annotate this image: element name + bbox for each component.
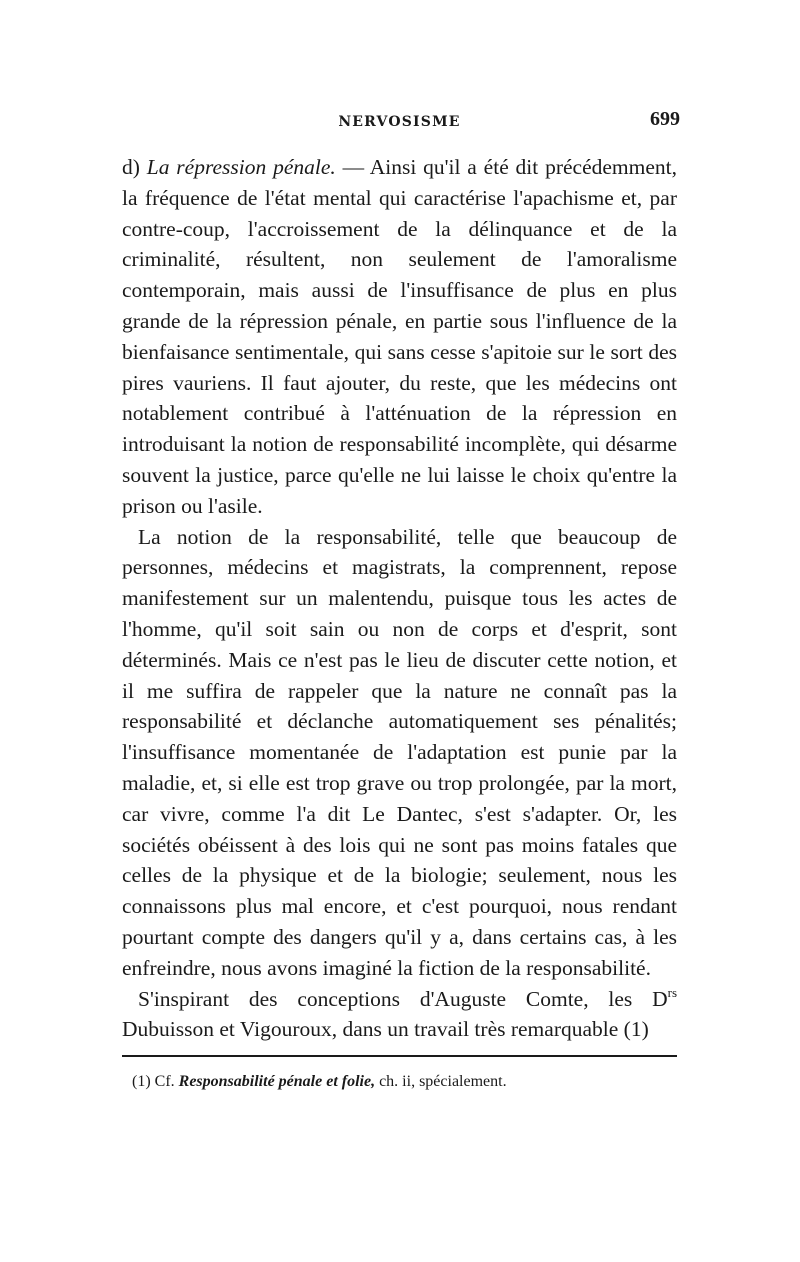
footnote-rest: ch. ii, spécialement. <box>375 1073 507 1091</box>
superscript: rs <box>667 984 677 1000</box>
section-label: d) <box>122 155 140 179</box>
footnote-title: Responsabilité pénale et folie, <box>178 1073 376 1091</box>
paragraph-text: Dubuisson et Vigouroux, dans un travail très remarquable (1) <box>122 1017 649 1042</box>
section-title: La répression pénale. <box>146 155 336 179</box>
paragraph-text: — Ainsi qu'il a été dit précédemment, la fréquence de l'état mental qui caractérise l'apachisme et, par contre-coup, l'accroissement de la délinquance et de la criminalité, résultent, non seulement de l'amoralisme contemporain, mais aussi de l'insuffisance de plus en plus grande de la répression pénale, en partie sous l'influence de la bienfaisance sentimentale, qui sans cesse s'apitoie sur le sort des pires vauriens. Il faut ajouter, du reste, que les médecins ont notablement contribué à l'atténuation de la répression en introduisant la notion de responsabilité incomplète, qui désarme souvent la justice, parce qu'elle ne lui laisse le choix qu'entre la prison ou l'asile. <box>122 155 677 518</box>
book-page <box>122 108 680 1093</box>
page-number: 699 <box>650 108 680 130</box>
running-title: NERVOSISME <box>338 114 461 130</box>
paragraph <box>122 152 677 522</box>
paragraph-text: S'inspirant des conceptions d'Auguste Comte, les D <box>138 986 668 1011</box>
paragraph: La notion de la responsabilité, telle que beaucoup de personnes, médecins et magistrats, la comprennent, repose manifestement sur un malentendu, puisque tous les actes de l'homme, qu'il soit sain ou non de corps et d'esprit, sont déterminés. Mais ce n'est pas le lieu de discuter cette notion, et il me suffira de rappeler que la nature ne connaît pas la responsabilité et déclanche automatiquement ses pénalités; l'insuffisance momentanée de l'adaptation est punie par la maladie, et, si elle est trop grave ou trop prolongée, par la mort, car vivre, comme l'a dit Le Dantec, s'est s'adapter. Or, les sociétés obéissent à des lois qui ne sont pas moins fatales que celles de la physique et de la biologie; seulement, nous les connaissons plus mal encore, et c'est pourquoi, nous rendant pourtant compte des dangers qu'il y a, dans certains cas, à les enfreindre, nous avons imaginé la fiction de la responsabilité. <box>122 524 677 980</box>
footnote-marker: (1) Cf. <box>132 1073 179 1091</box>
paragraph <box>122 984 677 1046</box>
footnote-rule <box>122 1055 677 1057</box>
running-head <box>122 108 680 138</box>
body-text <box>122 152 677 1045</box>
footnote <box>122 1071 677 1093</box>
